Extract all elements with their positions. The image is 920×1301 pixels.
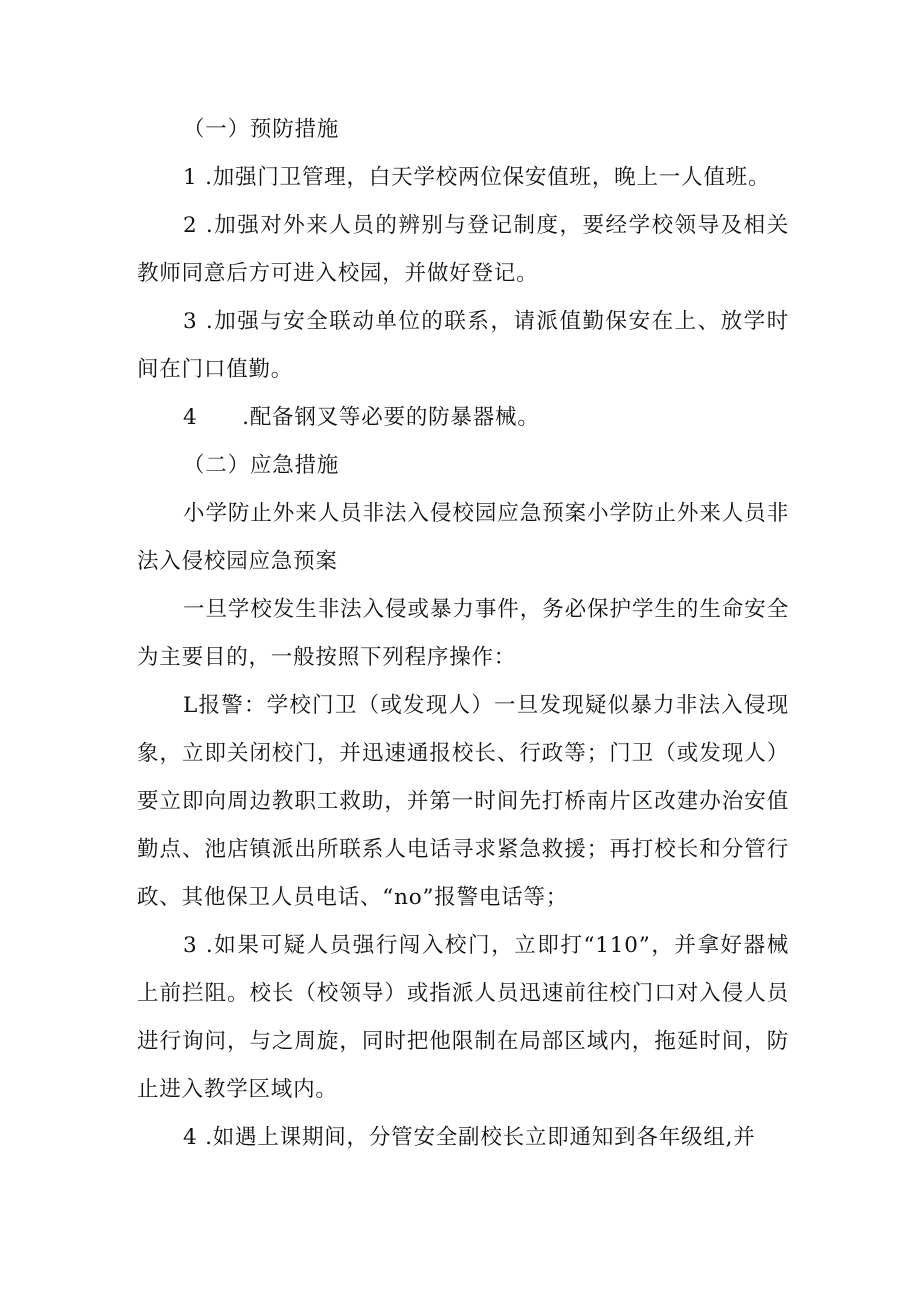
section-heading-emergency: （二）应急措施: [183, 453, 340, 478]
document-body: [137, 106, 789, 1162]
paragraph-intro: 一旦学校发生非法入侵或暴力事件，务必保护学生的生命安全为主要目的，一般按照下列程序操作：: [137, 597, 789, 670]
paragraph-plan-title: 小学防止外来人员非法入侵校园应急预案小学防止外来人员非法入侵校园应急预案: [137, 501, 789, 574]
paragraph-alarm: L报警：学校门卫（或发现人）一旦发现疑似暴力非法入侵现象，立即关闭校门，并迅速通报校长、行政等；门卫（或发现人）要立即向周边教职工救助，并第一时间先打桥南片区改建办治安值勤点、池店镇派出所联系人电话寻求紧急救援；再打校长和分管行政、其他保卫人员电话、“no”报警电话等；: [137, 693, 789, 910]
paragraph-item-3: 3 .加强与安全联动单位的联系，请派值勤保安在上、放学时间在门口值勤。: [137, 309, 789, 382]
paragraph-item-1: 1 .加强门卫管理，白天学校两位保安值班，晚上一人值班。: [183, 165, 771, 190]
section-heading-prevention: （一）预防措施: [183, 117, 340, 142]
paragraph-item-2: 2 .加强对外来人员的辨别与登记制度，要经学校领导及相关教师同意后方可进入校园，并做好登记。: [137, 213, 789, 286]
paragraph-item-3-intrusion: 3 .如果可疑人员强行闯入校门，立即打“110”，并拿好器械上前拦阻。校长（校领导）或指派人员迅速前往校门口对入侵人员进行询问，与之周旋，同时把他限制在局部区域内，拖延时间，防止进入教学区域内。: [137, 933, 789, 1102]
paragraph-item-4-class-time: 4 .如遇上课期间，分管安全副校长立即通知到各年级组,并: [183, 1125, 756, 1150]
paragraph-item-4: 4 .配备钢叉等必要的防暴器械。: [183, 405, 540, 430]
